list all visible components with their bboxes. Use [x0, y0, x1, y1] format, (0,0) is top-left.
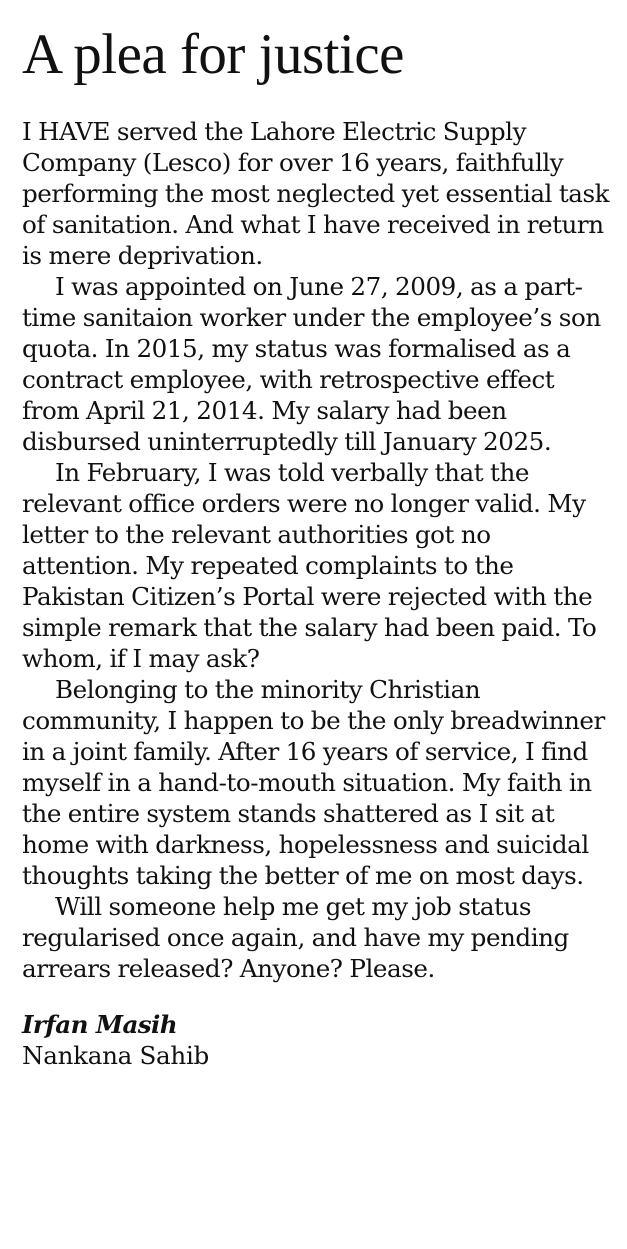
paragraph-5: Will someone help me get my job status regularised once again, and have my pending arrears released? Anyone? Please.: [22, 892, 569, 983]
letter-article: [22, 20, 612, 1071]
paragraph-3: In February, I was told verbally that the relevant office orders were no longer valid. My letter to the relevant authorities got no attention. My repeated complaints to the Pakistan Citizen’s Portal were rejected with the simple remark that the salary had been paid. To whom, if I may ask?: [22, 458, 597, 673]
author-name: Irfan Masih: [22, 1010, 178, 1039]
paragraph-2: I was appointed on June 27, 2009, as a part-time sanitaion worker under the employee’s son quota. In 2015, my status was formalised as a contract employee, with retrospective effect from April 21, 2014. My salary had been disbursed uninterruptedly till January 2025.: [22, 272, 601, 456]
author-location: Nankana Sahib: [22, 1041, 209, 1070]
paragraph-1: I HAVE served the Lahore Electric Supply Company (Lesco) for over 16 years, faithfully performing the most neglected yet essential task of sanitation. And what I have received in return is mere deprivation.: [22, 117, 610, 270]
headline: A plea for justice: [22, 23, 404, 86]
letter-body: [22, 116, 612, 984]
paragraph-4: Belonging to the minority Christian community, I happen to be the only breadwinner in a joint family. After 16 years of service, I find myself in a hand-to-mouth situation. My faith in the entire system stands shattered as I sit at home with darkness, hopelessness and suicidal thoughts taking the better of me on most days.: [22, 675, 605, 890]
signature-block: [22, 1009, 612, 1071]
